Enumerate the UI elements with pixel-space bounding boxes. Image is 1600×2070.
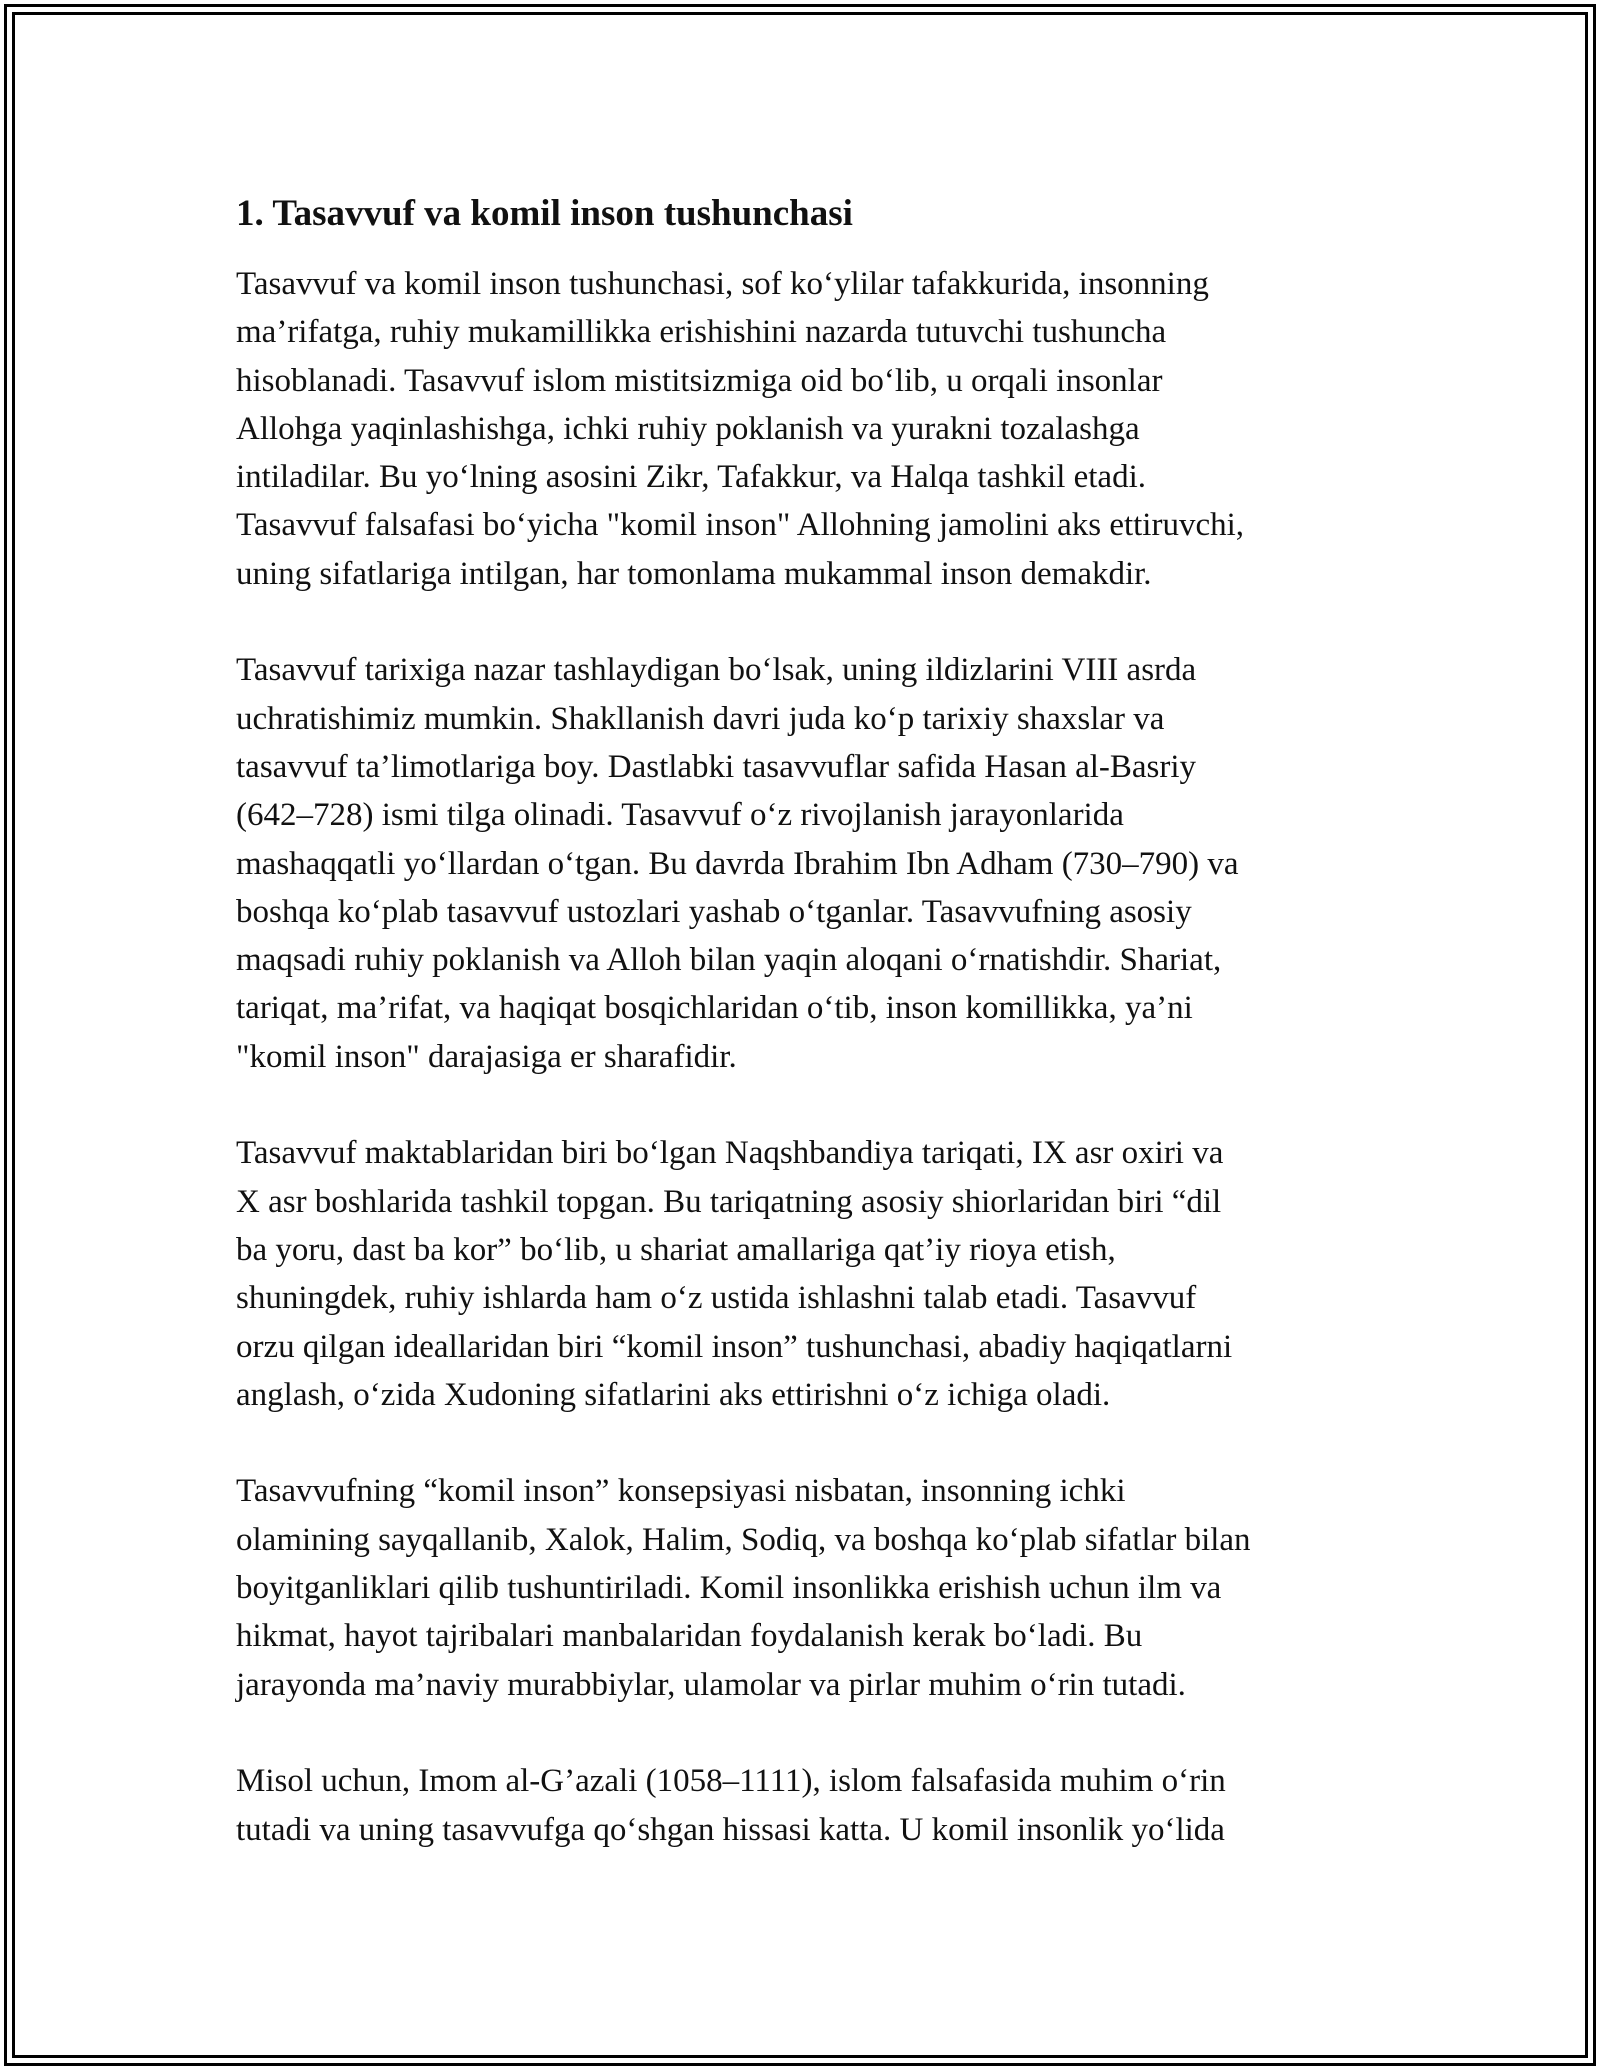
text-line: intiladilar. Bu yo‘lning asosini Zikr, Tafakkur, va Halqa tashkil etadi. [236,459,1146,496]
text-line: hisoblanadi. Tasavvuf islom mistitsizmiga oid bo‘lib, u orqali insonlar [236,362,1163,399]
paragraph [236,1467,1381,1708]
text-line: boshqa ko‘plab tasavvuf ustozlari yashab o‘tganlar. Tasavvufning asosiy [236,893,1192,930]
text-line: anglash, o‘zida Xudoning sifatlarini aks ettirishni o‘z ichiga oladi. [236,1376,1111,1413]
section-heading: 1. Tasavvuf va komil inson tushunchasi [236,193,853,234]
text-line: tutadi va uning tasavvufga qo‘shgan hissasi katta. U komil insonlik yo‘lida [236,1811,1225,1848]
text-line: boyitganliklari qilib tushuntiriladi. Komil insonlikka erishish uchun ilm va [236,1570,1222,1607]
text-line: Tasavvuf tarixiga nazar tashlaydigan bo‘lsak, uning ildizlarini VIII asrda [236,652,1197,689]
text-line: olamining sayqallanib, Xalok, Halim, Sodiq, va boshqa ko‘plab sifatlar bilan [236,1521,1251,1558]
paragraph [236,646,1381,1081]
text-line: Misol uchun, Imom al-G’azali (1058–1111), islom falsafasida muhim o‘rin [236,1763,1226,1800]
text-line: shuningdek, ruhiy ishlarda ham o‘z ustida ishlashni talab etadi. Tasavvuf [236,1280,1197,1317]
text-line: uning sifatlariga intilgan, har tomonlama mukammal inson demakdir. [236,555,1152,592]
text-line: hikmat, hayot tajribalari manbalaridan foydalanish kerak bo‘ladi. Bu [236,1618,1143,1655]
text-line: Tasavvuf va komil inson tushunchasi, sof ko‘ylilar tafakkurida, insonning [236,266,1209,302]
text-line: X asr boshlarida tashkil topgan. Bu tariqatning asosiy shiorlaridan biri “dil [236,1183,1222,1220]
text-line: tasavvuf ta’limotlariga boy. Dastlabki tasavvuflar safida Hasan al-Basriy [236,748,1197,785]
paragraph [236,260,1381,598]
text-line: mashaqqatli yo‘llardan o‘tgan. Bu davrda Ibrahim Ibn Adham (730–790) va [236,845,1239,882]
text-line: orzu qilgan ideallaridan biri “komil inson” tushunchasi, abadiy haqiqatlarni [236,1328,1233,1365]
paragraph [236,1757,1381,1854]
text-line: uchratishimiz mumkin. Shakllanish davri juda ko‘p tarixiy shaxslar va [236,700,1165,737]
text-line: Allohga yaqinlashishga, ichki ruhiy poklanish va yurakni tozalashga [236,410,1140,447]
text-line: Tasavvuf maktablaridan biri bo‘lgan Naqshbandiya tariqati, IX asr oxiri va [236,1135,1224,1172]
paragraph [236,1129,1381,1419]
document-body [236,186,1381,1902]
text-line: maqsadi ruhiy poklanish va Alloh bilan yaqin aloqani o‘rnatishdir. Shariat, [236,942,1222,979]
text-line: "komil inson" darajasiga er sharafidir. [236,1038,737,1075]
text-line: ba yoru, dast ba kor” bo‘lib, u shariat amallariga qat’iy rioya etish, [236,1231,1116,1268]
text-line: Tasavvuf falsafasi bo‘yicha "komil inson" Allohning jamolini aks ettiruvchi, [236,507,1245,544]
text-line: jarayonda ma’naviy murabbiylar, ulamolar va pirlar muhim o‘rin tutadi. [236,1666,1186,1703]
text-line: Tasavvufning “komil inson” konsepsiyasi nisbatan, insonning ichki [236,1473,1126,1510]
text-line: (642–728) ismi tilga olinadi. Tasavvuf o‘z rivojlanish jarayonlarida [236,797,1124,834]
text-line: ma’rifatga, ruhiy mukamillikka erishishini nazarda tutuvchi tushuncha [236,314,1167,351]
text-line: tariqat, ma’rifat, va haqiqat bosqichlaridan o‘tib, inson komillikka, ya’ni [236,990,1193,1027]
